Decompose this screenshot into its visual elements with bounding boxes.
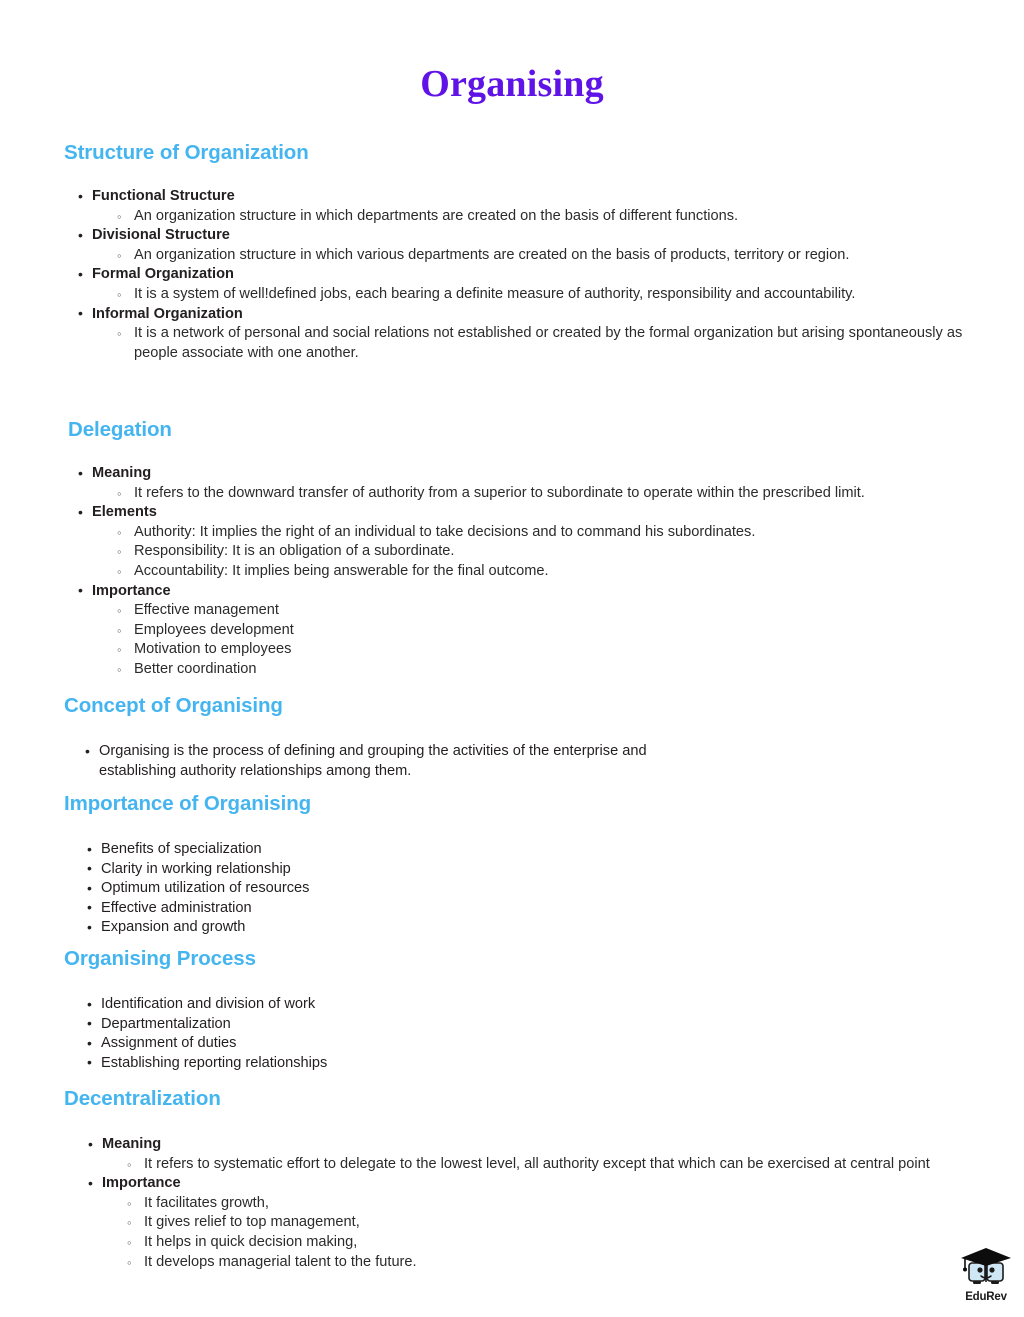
page-title: Organising: [420, 63, 604, 105]
sub-list-item-label: Accountability: It implies being answerable for the final outcome.: [134, 562, 549, 579]
edurev-logo-text: EduRev: [965, 1291, 1007, 1303]
section-heading: Delegation: [68, 418, 172, 441]
list-item-label: Organising is the process of defining and grouping the activities of the enterprise and establishing authority relationships among them.: [99, 743, 647, 779]
sub-list-item-label: It gives relief to top management,: [144, 1214, 360, 1231]
list-item-label: Formal Organization: [92, 266, 234, 283]
list-item: [77, 503, 968, 581]
sub-list-item: [117, 660, 968, 680]
sub-list-item: [127, 1194, 964, 1214]
sub-list-item: [117, 542, 968, 562]
sub-list-item-label: Employees development: [134, 621, 294, 638]
list-item-label: Meaning: [92, 465, 152, 481]
list-item-label: Elements: [92, 504, 157, 521]
list-item-label: Assignment of duties: [101, 1035, 237, 1052]
section-importance-of-organising: [64, 792, 684, 938]
list-item-label: Clarity in working relationship: [101, 860, 291, 877]
bullet-list: [64, 840, 684, 938]
sub-list-item: [117, 601, 968, 621]
list-item: [77, 226, 964, 265]
sub-list-item-label: Better coordination: [134, 660, 257, 677]
list-item-label: Importance: [92, 582, 171, 599]
section-organising-process: [64, 947, 684, 1073]
list-item: [86, 899, 684, 919]
sub-list-item-label: Effective management: [134, 602, 279, 619]
section-decentralization: [64, 1087, 964, 1272]
sub-list-item: [127, 1253, 964, 1273]
graduation-cap-book-icon: [957, 1246, 1015, 1290]
sub-list-item: [117, 207, 964, 227]
list-item: [86, 1015, 684, 1035]
sub-bullet-list: [92, 601, 968, 679]
sub-list-item: [117, 324, 964, 363]
bullet-list: [64, 187, 964, 363]
list-item-label: Establishing reporting relationships: [101, 1054, 328, 1071]
sub-list-item: [117, 285, 964, 305]
sub-list-item: [127, 1155, 964, 1175]
section-delegation: [68, 418, 968, 680]
sub-bullet-list: [92, 523, 968, 582]
list-item: [84, 742, 684, 781]
list-item-label: Benefits of specialization: [101, 841, 262, 857]
list-item: [86, 995, 684, 1015]
sub-list-item-label: It refers to the downward transfer of authority from a superior to subordinate to operate within the prescribed limit.: [134, 484, 865, 501]
sub-list-item: [117, 523, 968, 543]
sub-bullet-list: [102, 1155, 964, 1175]
sub-list-item-label: It is a system of well!defined jobs, each bearing a definite measure of authority, responsibility and accountability.: [134, 285, 856, 302]
bullet-list: [64, 742, 684, 781]
sub-list-item: [117, 621, 968, 641]
list-item: [87, 1135, 964, 1174]
bullet-list: [68, 464, 968, 680]
sub-list-item-label: An organization structure in which departments are created on the basis of different functions.: [134, 207, 739, 224]
list-item-label: Effective administration: [101, 899, 252, 916]
list-item-label: Expansion and growth: [101, 919, 246, 936]
sub-list-item-label: It facilitates growth,: [144, 1194, 269, 1211]
list-item: [86, 918, 684, 938]
list-item: [86, 860, 684, 880]
sub-list-item-label: It refers to systematic effort to delegate to the lowest level, all authority except that which can be exercised at central point: [144, 1155, 930, 1172]
sub-list-item: [117, 640, 968, 660]
sub-bullet-list: [92, 207, 964, 227]
sub-list-item-label: Motivation to employees: [134, 641, 292, 658]
sub-bullet-list: [92, 484, 968, 504]
sub-bullet-list: [102, 1194, 964, 1272]
bullet-list: [64, 1135, 964, 1272]
sub-list-item-label: It is a network of personal and social relations not established or created by the formal organization but arising spontaneously as people associate with one another.: [134, 325, 963, 361]
list-item-label: Divisional Structure: [92, 227, 230, 244]
sub-list-item-label: Responsibility: It is an obligation of a subordinate.: [134, 543, 455, 560]
edurev-logo: [957, 1246, 1015, 1308]
sub-list-item: [117, 246, 964, 266]
sub-list-item: [117, 484, 968, 504]
section-heading: Organising Process: [64, 947, 256, 970]
section-heading: Decentralization: [64, 1087, 221, 1110]
list-item-label: Informal Organization: [92, 305, 243, 322]
list-item: [86, 1034, 684, 1054]
sub-bullet-list: [92, 285, 964, 305]
section-structure-of-organization: [64, 141, 964, 363]
list-item-label: Optimum utilization of resources: [101, 880, 310, 897]
list-item: [77, 305, 964, 364]
list-item: [86, 1054, 684, 1074]
sub-list-item: [127, 1213, 964, 1233]
section-heading: Concept of Organising: [64, 694, 283, 717]
list-item: [86, 879, 684, 899]
sub-bullet-list: [92, 246, 964, 266]
list-item: [87, 1174, 964, 1272]
list-item-label: Meaning: [102, 1136, 162, 1152]
list-item-label: Importance: [102, 1175, 181, 1192]
sub-list-item-label: It develops managerial talent to the future.: [144, 1253, 417, 1270]
sub-list-item: [117, 562, 968, 582]
list-item-label: Functional Structure: [92, 188, 235, 204]
sub-list-item-label: Authority: It implies the right of an individual to take decisions and to command his subordinates.: [134, 523, 756, 540]
list-item-label: Identification and division of work: [101, 996, 316, 1012]
list-item: [77, 464, 968, 503]
sub-list-item-label: An organization structure in which various departments are created on the basis of products, territory or region.: [134, 246, 850, 263]
sub-bullet-list: [92, 324, 964, 363]
list-item: [77, 187, 964, 226]
list-item-label: Departmentalization: [101, 1015, 231, 1032]
sub-list-item-label: It helps in quick decision making,: [144, 1233, 358, 1250]
section-heading: Importance of Organising: [64, 792, 312, 815]
sub-list-item: [127, 1233, 964, 1253]
list-item: [86, 840, 684, 860]
bullet-list: [64, 995, 684, 1073]
section-concept-of-organising: [64, 694, 684, 781]
list-item: [77, 265, 964, 304]
section-heading: Structure of Organization: [64, 141, 309, 164]
list-item: [77, 582, 968, 680]
